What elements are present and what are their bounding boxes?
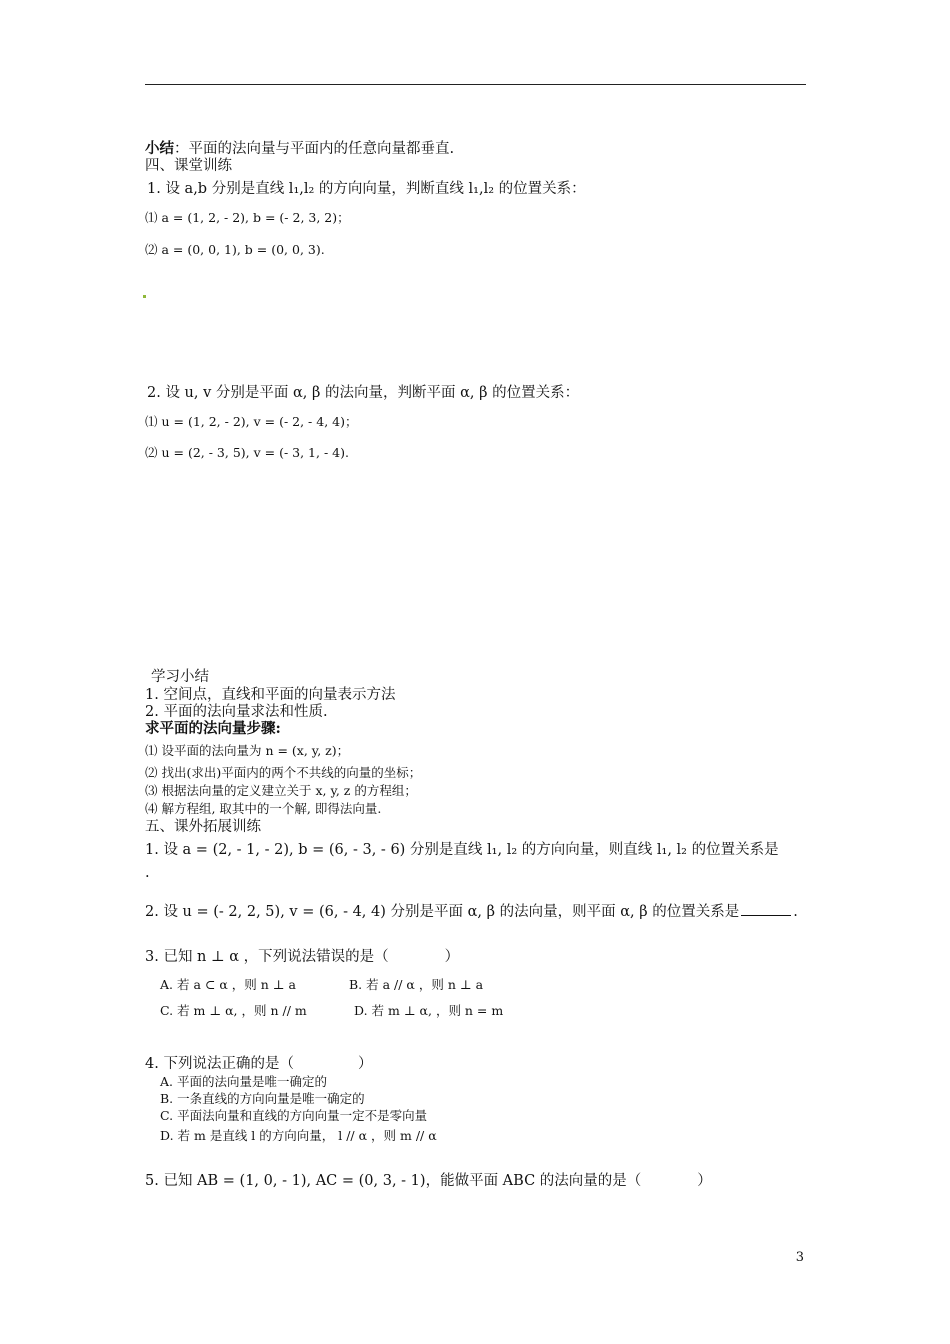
page-number: 3: [795, 1250, 804, 1265]
ex3-stem-close: ）: [444, 949, 460, 965]
study-item-2: 2. 平面的法向量求法和性质.: [145, 704, 328, 720]
section-5-title: 五、课外拓展训练: [145, 819, 261, 835]
ex4-option-b: B. 一条直线的方向向量是唯一确定的: [160, 1091, 365, 1106]
ex1-text: 1. 设 a = (2, - 1, - 2), b = (6, - 3, - 6) 分别是直线 l₁, l₂ 的方向向量，则直线 l₁, l₂ 的位置关系是: [145, 842, 779, 858]
step-2: ⑵ 找出(求出)平面内的两个不共线的向量的坐标；: [145, 765, 422, 780]
section-4-title: 四、课堂训练: [145, 158, 232, 174]
ex5-stem-close: ）: [697, 1173, 712, 1189]
ex4-option-c: C. 平面法向量和直线的方向向量一定不是零向量: [160, 1108, 428, 1123]
steps-title: 求平面的法向量步骤:: [145, 720, 281, 737]
ex1-tail: .: [145, 865, 150, 881]
ex4-stem-close: ）: [357, 1056, 373, 1072]
q1-stem: 1. 设 a,b 分别是直线 l₁,l₂ 的方向向量，判断直线 l₁,l₂ 的位置关系：: [147, 181, 586, 197]
step-3: ⑶ 根据法向量的定义建立关于 x, y, z 的方程组；: [145, 783, 417, 798]
step-1: ⑴ 设平面的法向量为 n = (x, y, z)；: [145, 743, 350, 758]
ex3-stem-text: 3. 已知 n ⊥ α ，下列说法错误的是（: [145, 949, 389, 965]
summary-text: ：平面的法向量与平面内的任意向量都垂直.: [174, 141, 455, 157]
ex4-stem-text: 4. 下列说法正确的是（: [145, 1056, 294, 1072]
q1-part2: ⑵ a = (0, 0, 1), b = (0, 0, 3).: [145, 242, 325, 257]
study-item-1: 1. 空间点，直线和平面的向量表示方法: [145, 687, 396, 703]
ex5-stem-text: 5. 已知 AB = (1, 0, - 1), AC = (0, 3, - 1)，能做平面 ABC 的法向量的是（: [145, 1173, 642, 1189]
ex2-line: [145, 903, 798, 921]
ex4-option-d: D. 若 m 是直线 l 的方向向量， l // α ，则 m // α: [160, 1128, 437, 1143]
ex2-text: 2. 设 u = (- 2, 2, 5), v = (6, - 4, 4) 分别是平面 α, β 的法向量，则平面 α, β 的位置关系是: [145, 904, 740, 920]
ex4-stem: [145, 1055, 372, 1073]
ex3-option-c: C. 若 m ⊥ α, ，则 n // m: [160, 1003, 307, 1018]
ex2-answer-blank[interactable]: [741, 903, 791, 916]
ex3-option-d: D. 若 m ⊥ α, ，则 n = m: [354, 1003, 504, 1018]
stray-mark: [143, 295, 146, 298]
ex2-tail: .: [793, 904, 798, 920]
q2-part2: ⑵ u = (2, - 3, 5), v = (- 3, 1, - 4).: [145, 445, 349, 460]
ex3-option-b: B. 若 a // α ，则 n ⊥ a: [349, 977, 484, 992]
ex4-option-a: A. 平面的法向量是唯一确定的: [160, 1074, 327, 1089]
ex5-stem: [145, 1172, 712, 1190]
step-4: ⑷ 解方程组, 取其中的一个解, 即得法向量.: [145, 801, 382, 816]
study-summary-title: 学习小结: [151, 669, 209, 685]
ex3-option-a: A. 若 a ⊂ α ，则 n ⊥ a: [160, 977, 296, 992]
ex3-stem: [145, 948, 459, 966]
summary-label: 小结: [145, 140, 174, 157]
header-rule: [145, 84, 806, 85]
summary-line: [145, 140, 454, 158]
q1-part1: ⑴ a = (1, 2, - 2), b = (- 2, 3, 2)；: [145, 210, 350, 225]
q2-stem: 2. 设 u, v 分别是平面 α, β 的法向量，判断平面 α, β 的位置关系：: [147, 385, 580, 401]
q2-part1: ⑴ u = (1, 2, - 2), v = (- 2, - 4, 4)；: [145, 414, 358, 429]
